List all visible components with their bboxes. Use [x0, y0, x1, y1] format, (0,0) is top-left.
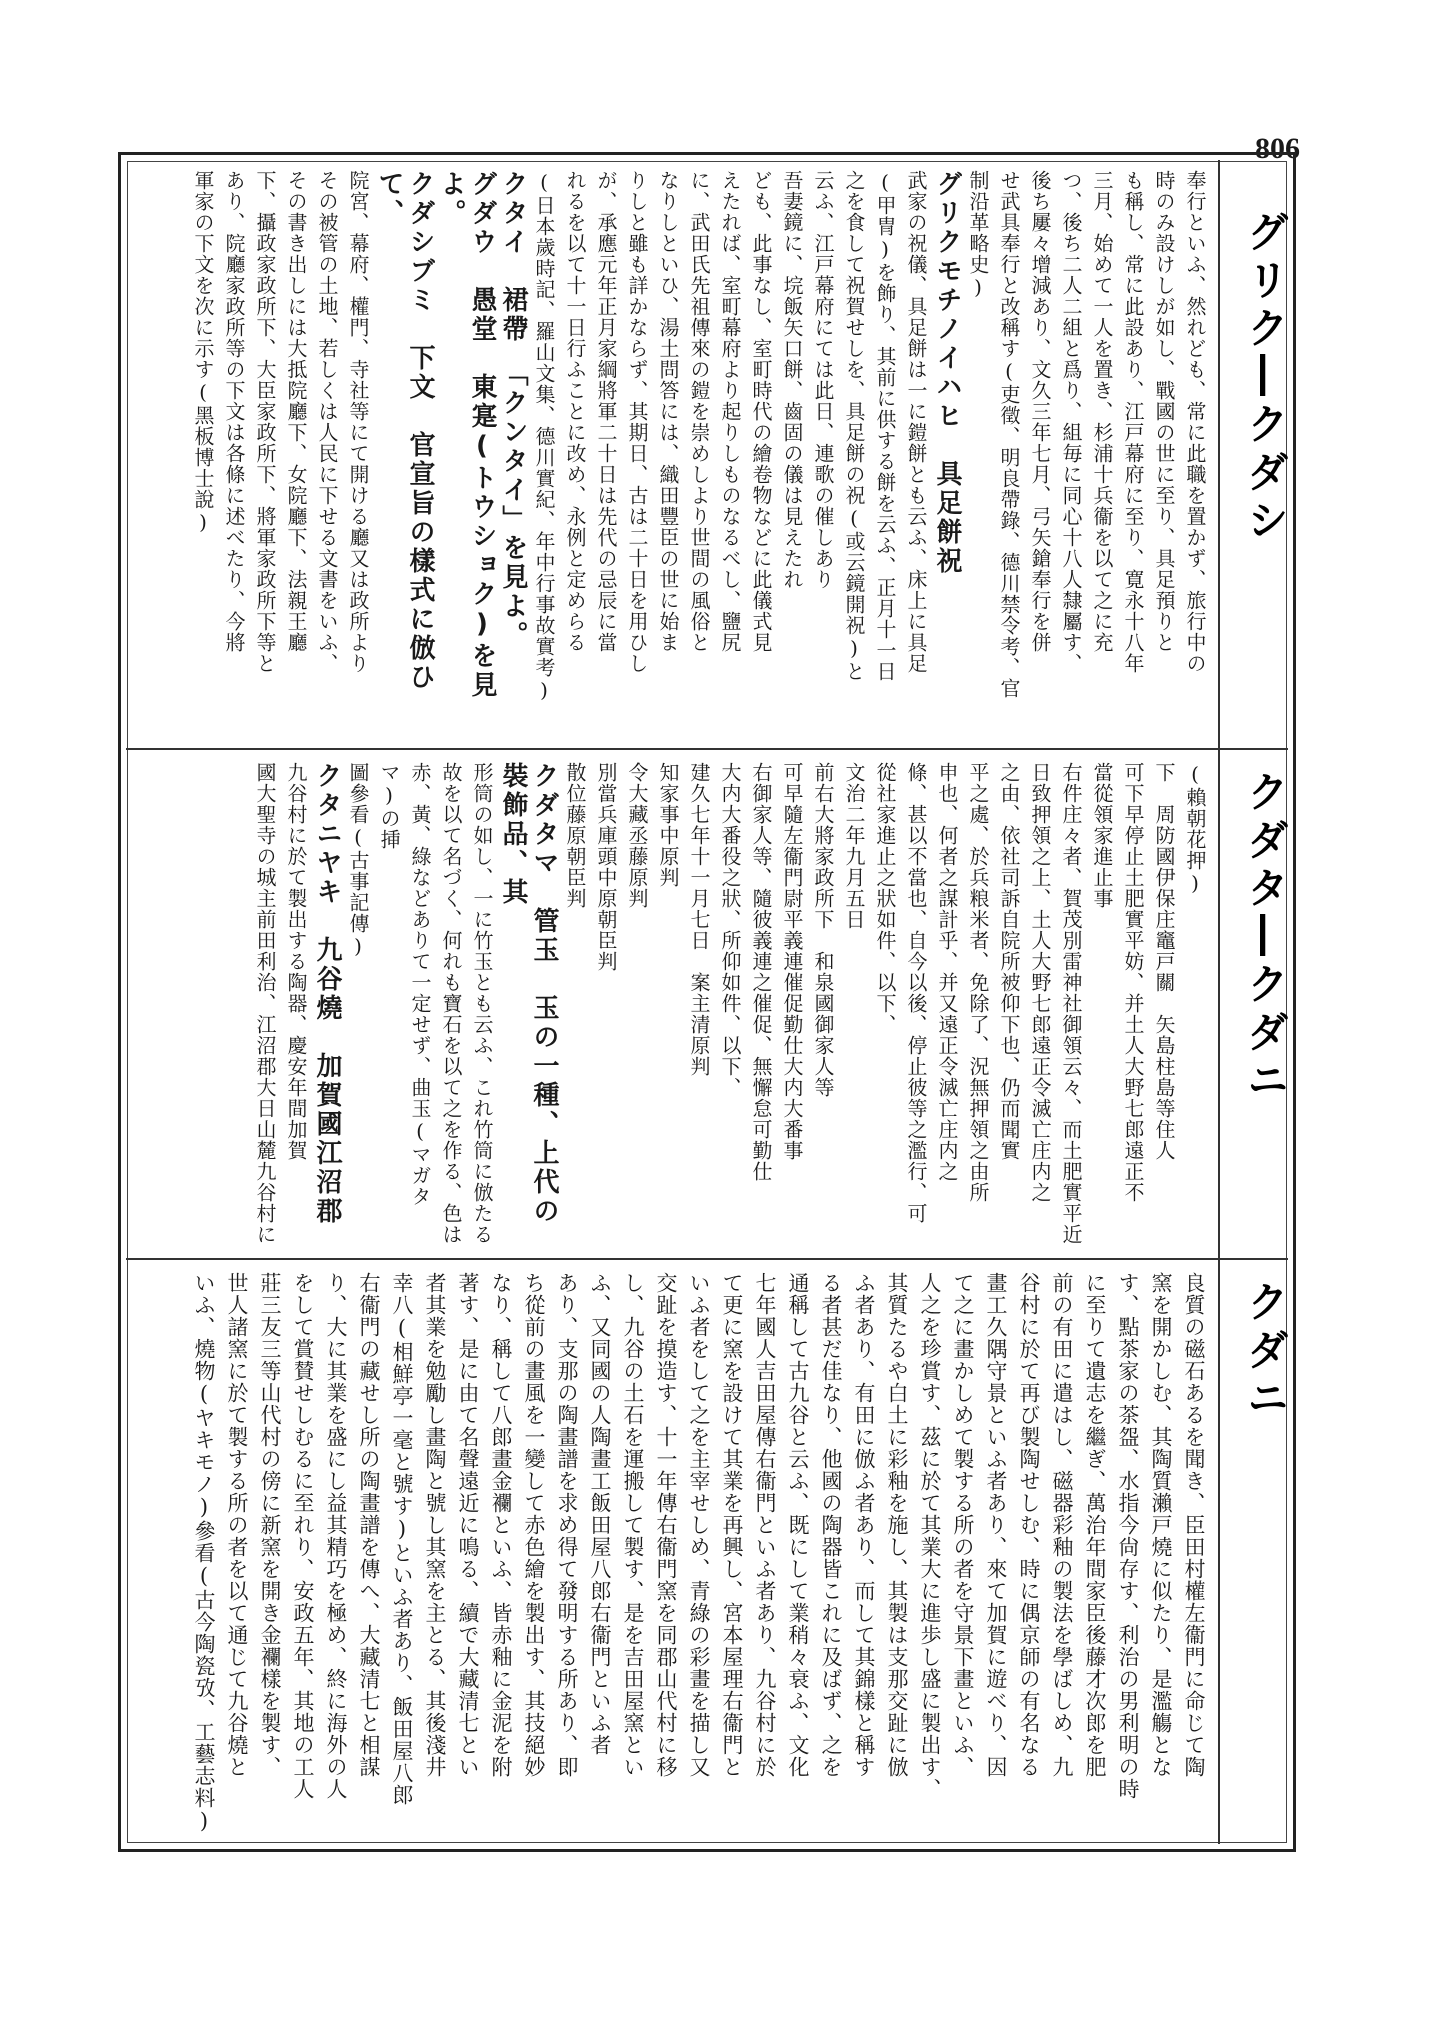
- top-section-column: (甲冑)を飾り、其前に供する餅を云ふ、正月十一日: [873, 170, 897, 682]
- middle-section-column: 大内大番役之狀、所仰如件、以下、: [718, 762, 742, 1098]
- bottom-section-column: 七年國人吉田屋傳右衞門といふ者あり、九谷村に於: [753, 1272, 777, 1778]
- bottom-section-column: 良質の磁石あるを聞き、臣田村權左衞門に命じて陶: [1182, 1272, 1206, 1778]
- top-section-column: (日本歲時記、羅山文集、德川實紀、年中行事故實考): [532, 170, 556, 703]
- bottom-section-column: 前の有田に遣はし、磁器彩釉の製法を學ばしめ、九: [1050, 1272, 1074, 1778]
- top-section-column: りしと雖も詳かならず、其期日、古は二十日を用ひし: [625, 170, 649, 674]
- middle-section-column: 日致押領之上、土人大野七郎遠正令滅亡庄内之: [1028, 762, 1052, 1203]
- top-section-column: 制沿革略史): [966, 170, 990, 300]
- side-label-top: グリク―クダシ: [1241, 210, 1290, 546]
- middle-section-column: 從社家進止之狀如件、以下、: [873, 762, 897, 1035]
- bottom-section-column: る者甚だ佳なり、他國の陶器皆これに及ばず、之を: [819, 1272, 843, 1778]
- middle-section-column: 之由、依社司訴自院所被仰下也、仍而聞實: [997, 762, 1021, 1161]
- divider-top-middle: [126, 748, 1288, 750]
- bottom-section-column: に至りて遺志を繼ぎ、萬治年間家臣後藤才次郎を肥: [1083, 1272, 1107, 1778]
- bottom-section-column: をして賞賛せしむるに至れり、安政五年、其地の工人: [291, 1272, 315, 1800]
- page-number: 806: [1255, 132, 1300, 165]
- top-section-column: 院宮、幕府、權門、寺社等にて開ける廳又は政所より: [346, 170, 370, 674]
- bottom-section-column: て之に畫かしめて製する所の者を守景下畫といふ、: [951, 1272, 975, 1778]
- middle-section-column: 赤、黃、綠などありて一定せず、曲玉(マガタマ)の挿: [377, 762, 432, 1207]
- bottom-section-column: 幸八(相鮮亭一毫と號す)といふ者あり、飯田屋八郎: [390, 1272, 414, 1806]
- bottom-section-column: て更に窯を設けて其業を再興し、宮本屋理右衞門と: [720, 1272, 744, 1778]
- middle-section-column: 可下早停止土肥實平妨、并土人大野七郎遠正不: [1121, 762, 1145, 1203]
- top-section-column: せ武具奉行と改稱す(吏徵、明良帶錄、德川禁令考、官: [997, 170, 1021, 699]
- middle-section-column: 文治二年九月五日: [842, 762, 866, 930]
- bottom-section-column: いふ、燒物(ヤキモノ)參看(古今陶瓷攷、工藝志料): [192, 1272, 216, 1834]
- bottom-section-column: ち從前の畫風を一變して赤色繪を製出す、其技絕妙: [522, 1272, 546, 1778]
- middle-section-text: [135, 762, 1210, 1248]
- top-section-column: 時のみ設けしが如し、戰國の世に至り、具足預りと: [1152, 170, 1176, 653]
- bottom-section-column: なり、稱して八郎畫金襴といふ、皆赤釉に金泥を附: [489, 1272, 513, 1778]
- top-section-column: その被管の土地、若しくは人民に下せる文書をいふ、: [315, 170, 339, 674]
- middle-section-column: 右件庄々者、賀茂別雷神社御領云々、而土肥實平近: [1059, 762, 1083, 1245]
- top-section-column: 軍家の下文を次に示す(黑板博士說): [191, 170, 215, 535]
- top-section-column: その書き出しには大抵院廳下、女院廳下、法親王廳: [284, 170, 308, 653]
- middle-section-column: 令大藏丞藤原判: [625, 762, 649, 909]
- side-label-bottom: クダニ: [1241, 1280, 1290, 1424]
- bottom-section-column: す、點茶家の茶盌、水指今尙存す、利治の男利明の時: [1116, 1272, 1140, 1800]
- top-section-column: が、承應元年正月家綱將軍二十日は先代の忌辰に當: [594, 170, 618, 653]
- divider-middle-bottom: [126, 1258, 1288, 1260]
- middle-section-column: クタニヤキ 九谷燒 加賀國江沼郡: [312, 762, 342, 1226]
- top-section-column: えたれば、室町幕府より起りしものなるべし、鹽尻: [718, 170, 742, 653]
- middle-section-column: 國大聖寺の城主前田利治、江沼郡大日山麓九谷村に: [253, 762, 277, 1245]
- top-section-column: つ、後ち二人二組と爲り、組毎に同心十八人隸屬す、: [1059, 170, 1083, 674]
- top-section-column: 奉行といふ、然れども、常に此職を置かず、旅行中の: [1183, 170, 1207, 674]
- middle-section-column: クダタマ 管玉 玉の一種、上代の裝飾品、其: [498, 762, 559, 1226]
- side-label-middle: クダタ―クダニ: [1241, 770, 1290, 1106]
- middle-section-column: 圖參看(古事記傳): [346, 762, 370, 959]
- bottom-section-column: 著す、是に由て名聲遠近に鳴る、續で大藏清七とい: [456, 1272, 480, 1778]
- middle-section-column: 可早隨左衞門尉平義連催促勤仕大内大番事: [780, 762, 804, 1161]
- bottom-section-column: 畫工久隅守景といふ者あり、來て加賀に遊べり、因: [984, 1272, 1008, 1778]
- middle-section-column: 知家事中原判: [656, 762, 680, 888]
- middle-section-column: 建久七年十一月七日 案主清原判: [687, 762, 711, 1077]
- bottom-section-column: 者其業を勉勵し畫陶と號し其窯を主とる、其後淺井: [423, 1272, 447, 1778]
- bottom-section-column: ふ、又同國の人陶畫工飯田屋八郎右衞門といふ者: [588, 1272, 612, 1756]
- top-section-column: 三月、始めて一人を置き、杉浦十兵衞を以て之に充: [1090, 170, 1114, 653]
- top-section-column: あり、院廳家政所等の下文は各條に述べたり、今將: [222, 170, 246, 653]
- bottom-section-column: し、九谷の土石を運搬して製す、是を吉田屋窯とい: [621, 1272, 645, 1778]
- bottom-section-column: ふ者あり、有田に倣ふ者あり、而して其錦樣と稱す: [852, 1272, 876, 1778]
- bottom-section-column: 世人諸窯に於て製する所の者を以て通じて九谷燒と: [225, 1272, 249, 1778]
- middle-section-column: 當從領家進止事: [1090, 762, 1114, 909]
- middle-section-column: 散位藤原朝臣判: [563, 762, 587, 909]
- middle-section-column: 條、甚以不當也、自今以後、停止彼等之濫行、可: [904, 762, 928, 1224]
- top-section-column: なりしといひ、湯土問答には、織田豐臣の世に始ま: [656, 170, 680, 653]
- top-section-column: グダウ 愚堂 東寔(トウショク)を見よ。: [436, 170, 497, 700]
- top-section-column: に、武田氏先祖傳來の鎧を崇めしより世間の風俗と: [687, 170, 711, 653]
- bottom-section-column: 谷村に於て再び製陶せしむ、時に偶京師の有名なる: [1017, 1272, 1041, 1778]
- top-section-column: グリクモチノイハヒ 具足餅祝: [932, 170, 962, 576]
- bottom-section-column: 窯を開かしむ、其陶質瀨戸燒に似たり、是濫觴とな: [1149, 1272, 1173, 1778]
- middle-section-column: (賴朝花押): [1183, 762, 1207, 896]
- top-section-column: も稱し、常に此設あり、江戸幕府に至り、寛永十八年: [1121, 170, 1145, 674]
- top-section-column: クダシブミ 下文 官宣旨の樣式に倣ひて、: [374, 170, 435, 692]
- top-section-column: クタイ 裙帶 「クンタイ」を見よ。: [498, 170, 528, 650]
- divider-label-column: [1218, 160, 1220, 1844]
- middle-section-column: 故を以て名づく、何れも寶石を以て之を作る、色は: [439, 762, 463, 1245]
- middle-section-column: 別當兵庫頭中原朝臣判: [594, 762, 618, 972]
- top-section-column: 下、攝政家政所下、大臣家政所下、將軍家政所下等と: [253, 170, 277, 674]
- bottom-section-column: 莊三友三等山代村の傍に新窯を開き金襴樣を製す、: [258, 1272, 282, 1778]
- bottom-section-column: あり、支那の陶畫譜を求め得て發明する所あり、即: [555, 1272, 579, 1778]
- middle-section-column: 九谷村に於て製出する陶器、慶安年間加賀: [284, 762, 308, 1161]
- top-section-column: 云ふ、江戸幕府にては此日、連歌の催しあり: [811, 170, 835, 590]
- top-section-column: れるを以て十一日行ふことに改め、永例と定めらる: [563, 170, 587, 653]
- middle-section-column: 右御家人等、隨彼義連之催促、無懈怠可勤仕: [749, 762, 773, 1182]
- middle-section-column: 申也、何者之謀計乎、并又遠正令滅亡庄内之: [935, 762, 959, 1182]
- top-section-column: 武家の祝儀、具足餅は一に鎧餅とも云ふ、床上に具足: [904, 170, 928, 674]
- middle-section-column: 下 周防國伊保庄竈戸關 矢島柱島等住人: [1152, 762, 1176, 1161]
- bottom-section-column: 交趾を摸造す、十一年傳右衞門窯を同郡山代村に移: [654, 1272, 678, 1778]
- middle-section-column: 平之處、於兵粮米者、免除了、況無押領之由所: [966, 762, 990, 1203]
- bottom-section-column: 通稱して古九谷と云ふ、既にして業稍々衰ふ、文化: [786, 1272, 810, 1778]
- top-section-column: 後ち屢々增減あり、文久三年七月、弓矢鎗奉行を併: [1028, 170, 1052, 653]
- bottom-section-column: 人之を珍賞す、茲に於て其業大に進歩し盛に製出す、: [918, 1272, 942, 1800]
- bottom-section-column: 右衞門の藏せし所の陶畫譜を傳へ、大藏清七と相謀: [357, 1272, 381, 1778]
- bottom-section-text: [135, 1272, 1210, 1837]
- bottom-section-column: いふ者をして之を主宰せしめ、青綠の彩畫を描し又: [687, 1272, 711, 1778]
- middle-section-column: 形筒の如し、一に竹玉とも云ふ、これ竹筒に倣たる: [470, 762, 494, 1245]
- top-section-column: 吾妻鏡に、垸飯矢口餅、齒固の儀は見えたれ: [780, 170, 804, 590]
- top-section-text: [135, 170, 1210, 740]
- top-section-column: 之を食して祝賀せしを、具足餅の祝(或云鏡開祝)と: [842, 170, 866, 682]
- top-section-column: ども、此事なし、室町時代の繪卷物などに此儀式見: [749, 170, 773, 653]
- middle-section-column: 前右大將家政所下 和泉國御家人等: [811, 762, 835, 1098]
- bottom-section-column: 其質たるや白土に彩釉を施し、其製は支那交趾に倣: [885, 1272, 909, 1778]
- bottom-section-column: り、大に其業を盛にし益其精巧を極め、終に海外の人: [324, 1272, 348, 1800]
